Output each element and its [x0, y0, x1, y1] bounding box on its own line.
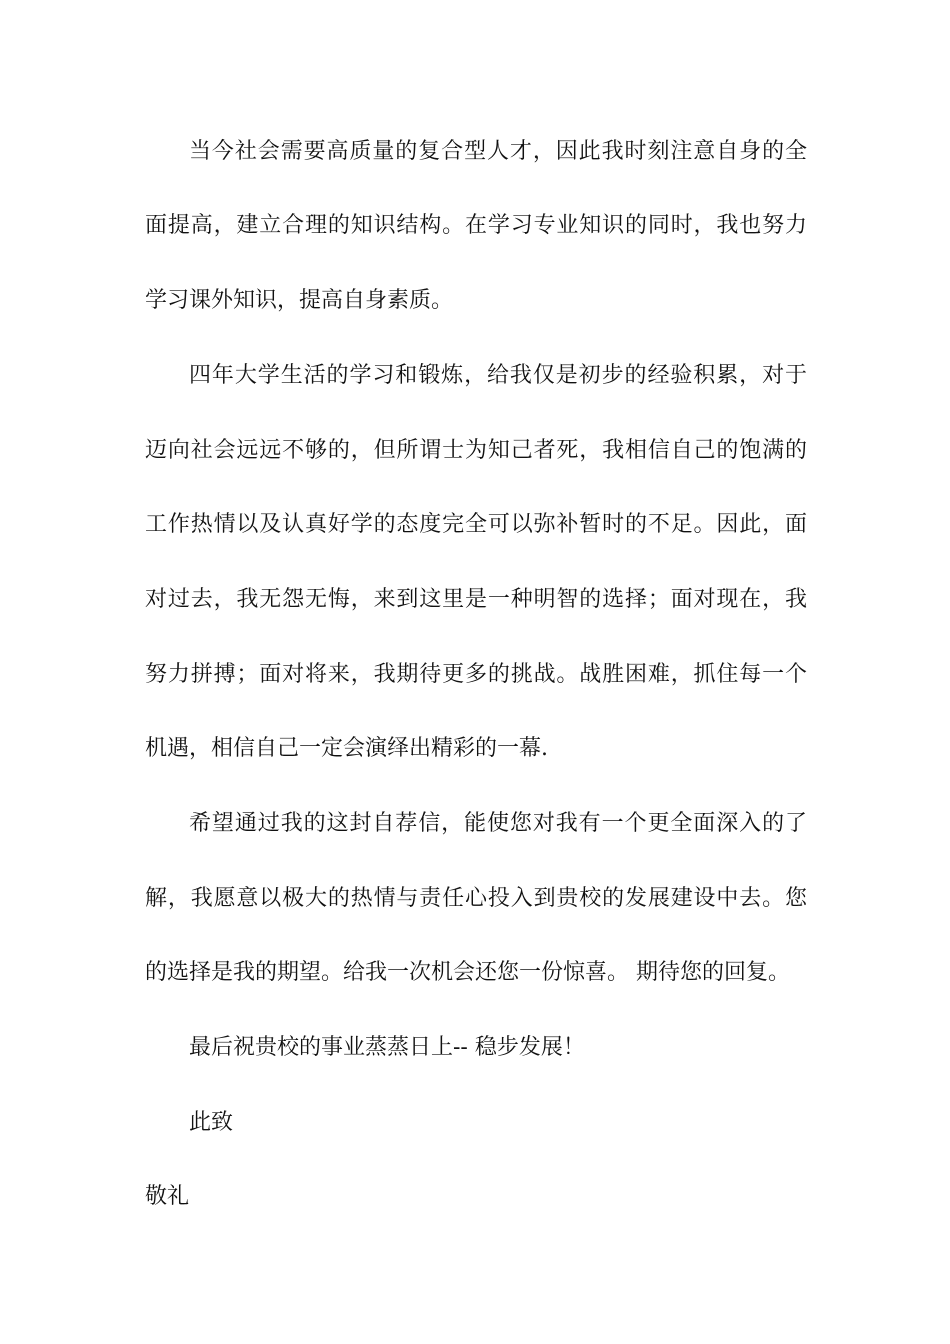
paragraph-2-line-1: 四年大学生活的学习和锻炼，给我仅是初步的经验积累，对于	[189, 363, 807, 388]
paragraph-1-line-2: 面提高，建立合理的知识结构。在学习专业知识的同时，我也努力	[145, 213, 807, 238]
paragraph-1-line-3: 学习课外知识，提高自身素质。	[145, 288, 454, 313]
closing-wish: 最后祝贵校的事业蒸蒸日上-- 稳步发展！	[189, 1035, 585, 1060]
paragraph-3-line-2: 解，我愿意以极大的热情与责任心投入到贵校的发展建设中去。您	[145, 886, 807, 911]
paragraph-2-line-2: 迈向社会远远不够的，但所谓士为知己者死，我相信自己的饱满的	[145, 438, 807, 463]
closing-regards: 敬礼	[145, 1184, 190, 1209]
paragraph-3-line-1: 希望通过我的这封自荐信，能使您对我有一个更全面深入的了	[189, 811, 807, 836]
paragraph-2-line-5: 努力拼搏；面对将来，我期待更多的挑战。战胜困难，抓住每一个	[145, 662, 807, 687]
paragraph-1-line-1: 当今社会需要高质量的复合型人才，因此我时刻注意自身的全	[189, 139, 807, 164]
closing-salutation: 此致	[189, 1110, 234, 1135]
paragraph-2-line-4: 对过去，我无怨无悔，来到这里是一种明智的选择；面对现在，我	[145, 587, 807, 612]
paragraph-2-line-6: 机遇，相信自己一定会演绎出精彩的一幕.	[145, 736, 548, 761]
paragraph-3-line-3: 的选择是我的期望。给我一次机会还您一份惊喜。 期待您的回复。	[145, 960, 790, 985]
paragraph-2-line-3: 工作热情以及认真好学的态度完全可以弥补暂时的不足。因此，面	[145, 512, 807, 537]
